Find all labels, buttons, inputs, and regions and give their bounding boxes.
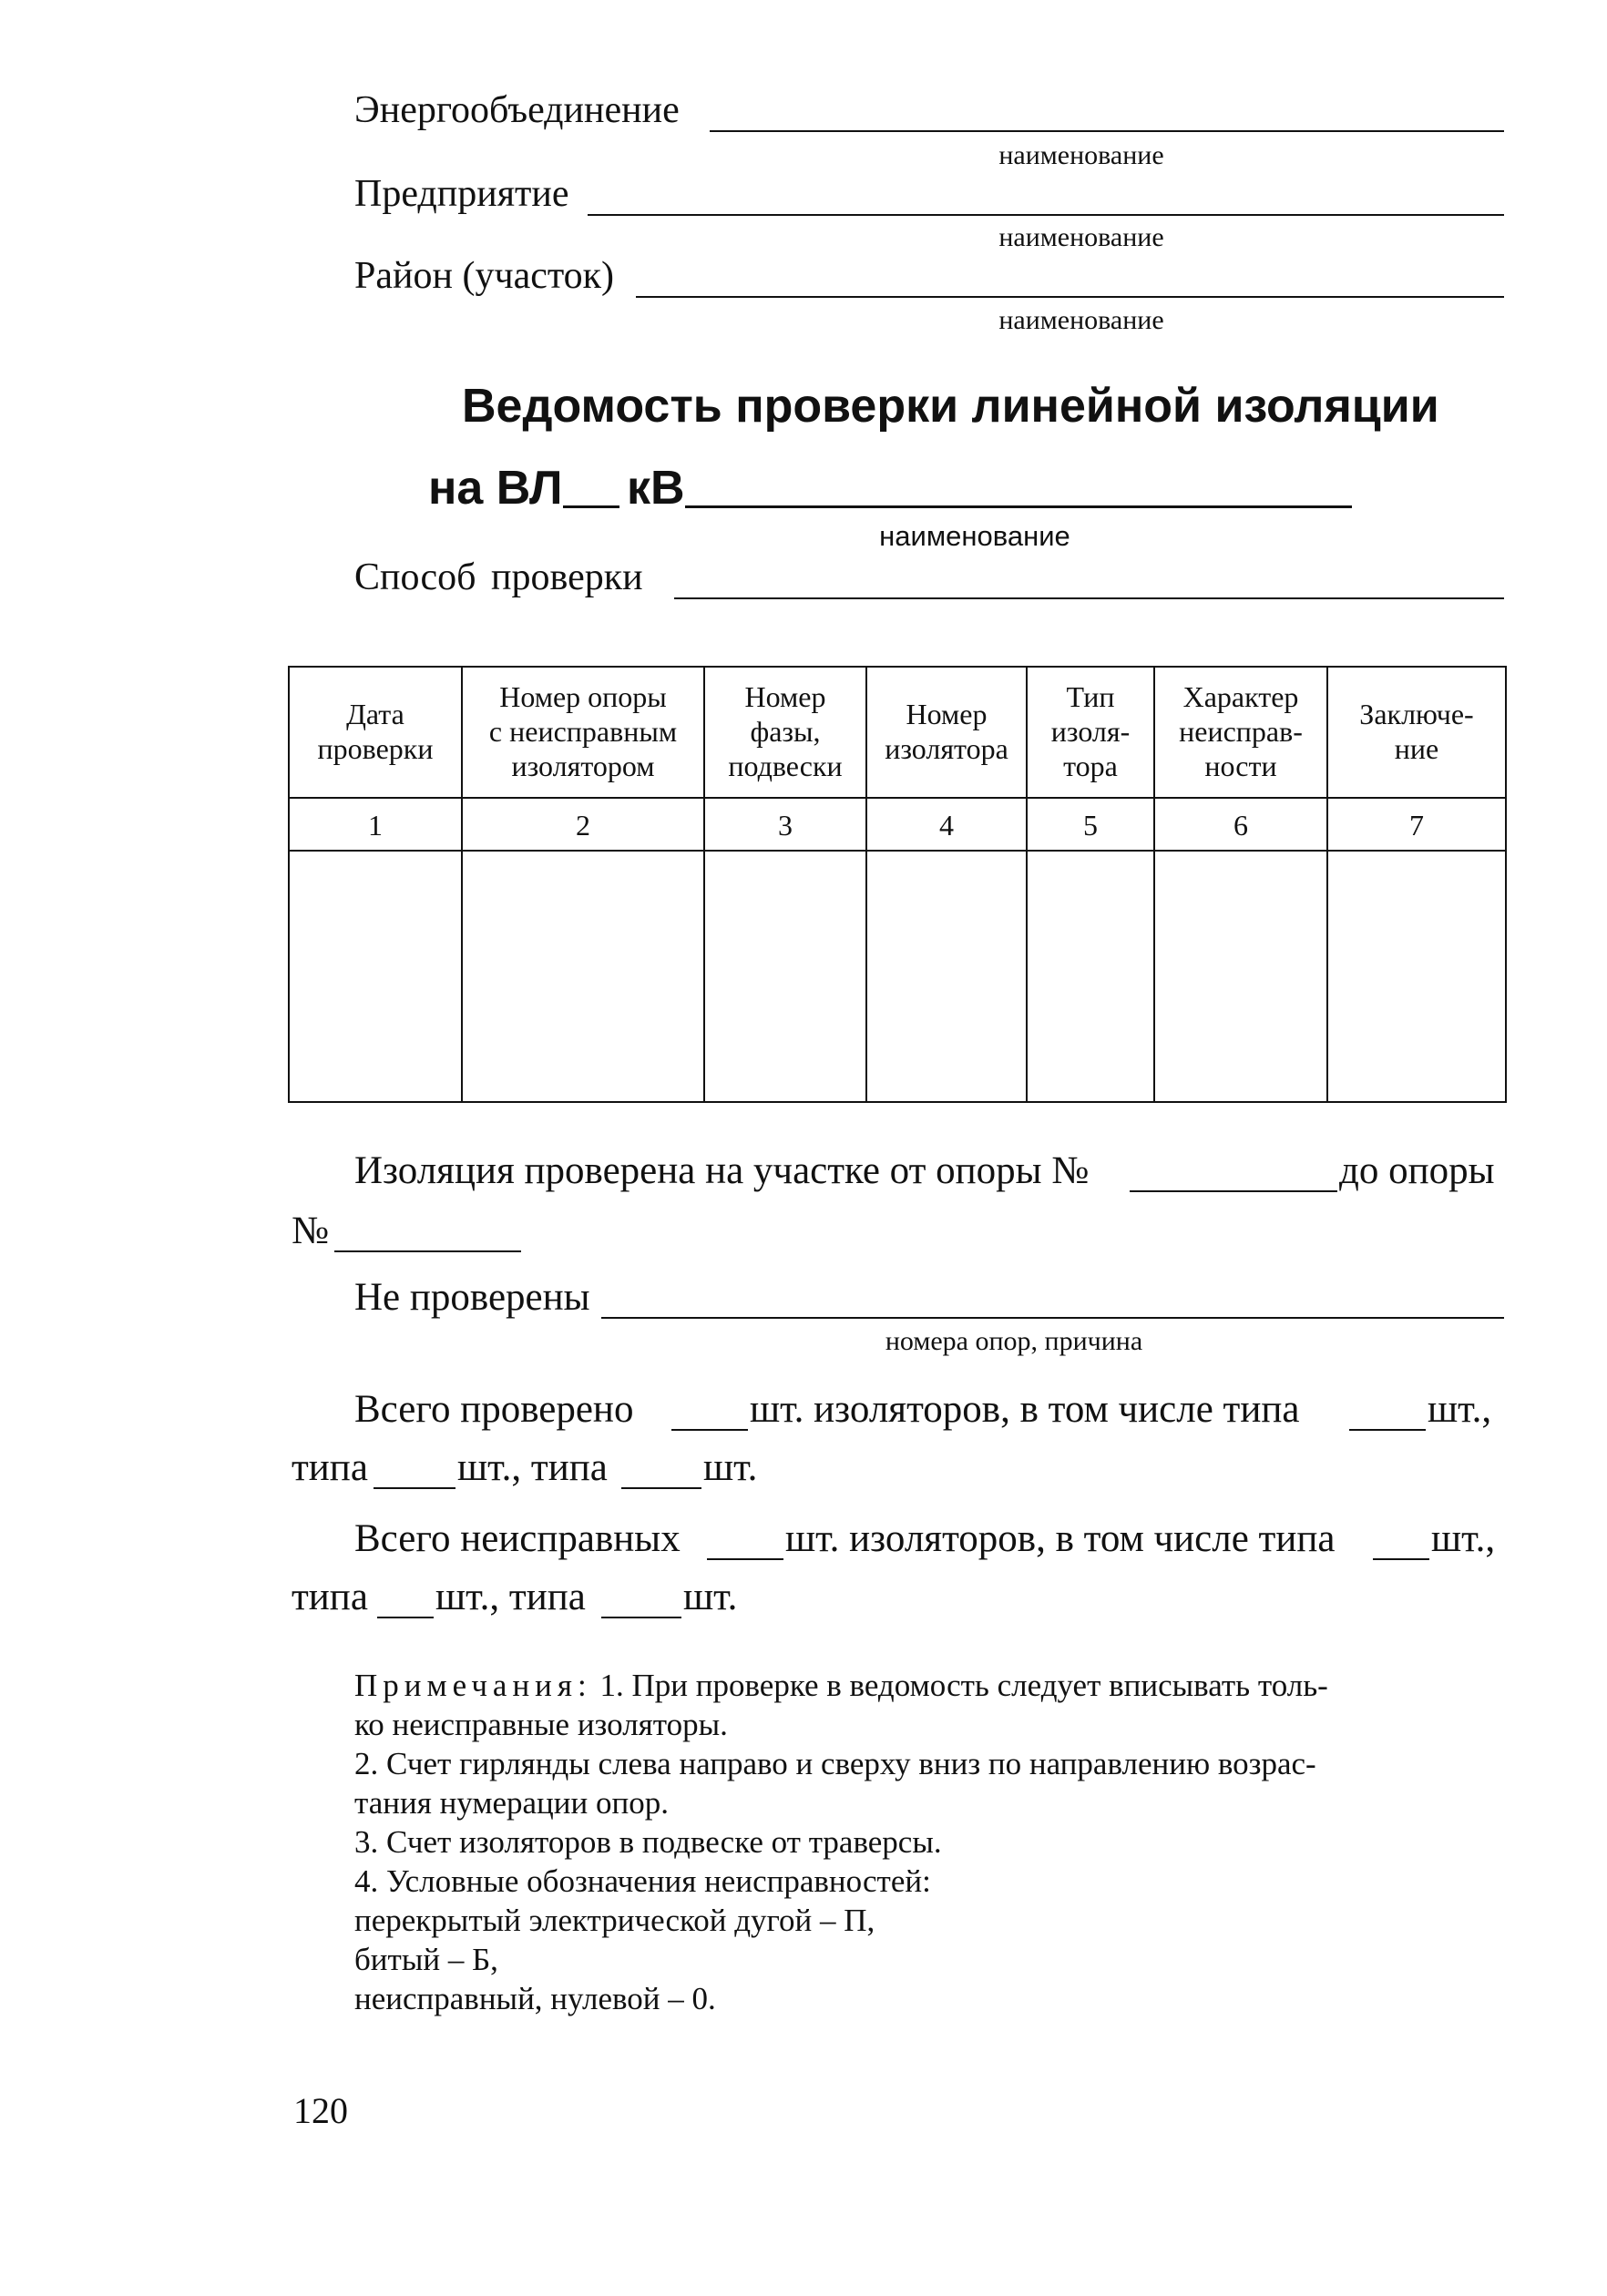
- title-line-unit: кВ: [627, 462, 685, 515]
- total-faulty-units-1: шт.,: [1431, 1517, 1496, 1560]
- total-checked-type-label: типа: [292, 1446, 368, 1489]
- header-insulator-number: [867, 668, 1026, 797]
- table-cell[interactable]: [867, 853, 1026, 1099]
- note-4-item-b: битый – Б,: [354, 1942, 498, 1977]
- note-2-line-1: 2. Счет гирлянды слева направо и сверху вниз по направлению возрас-: [354, 1746, 1316, 1781]
- numbers-divider: [288, 850, 1507, 852]
- checked-text-end: до опоры: [1339, 1149, 1495, 1192]
- header-fault-nature: [1155, 668, 1326, 797]
- line-name-caption: наименование: [879, 520, 1070, 552]
- column-number: 7: [1409, 808, 1424, 842]
- enterprise-field[interactable]: [588, 214, 1504, 216]
- header-pole-number: [463, 668, 703, 797]
- total-faulty-type-2-field[interactable]: [377, 1617, 434, 1618]
- total-faulty-field[interactable]: [707, 1558, 783, 1560]
- title-line-prefix: на ВЛ: [428, 462, 563, 515]
- total-checked-type-3-field[interactable]: [621, 1487, 701, 1489]
- note-1-text: 1. При проверке в ведомость следует вписывать толь-: [591, 1668, 1328, 1703]
- header-conclusion: [1328, 668, 1505, 797]
- total-faulty-mid: шт. изоляторов, в том числе типа: [785, 1517, 1336, 1560]
- not-checked-caption: номера опор, причина: [885, 1326, 1143, 1356]
- total-faulty-type-3-field[interactable]: [601, 1617, 681, 1618]
- enterprise-caption: наименование: [998, 222, 1164, 252]
- note-1-line-1: [354, 1669, 1328, 1701]
- district-caption: наименование: [998, 305, 1164, 335]
- total-checked-units-1: шт.,: [1428, 1388, 1492, 1431]
- total-checked-mid: шт. изоляторов, в том числе типа: [750, 1388, 1300, 1431]
- column-number: 4: [939, 808, 954, 842]
- table-cell[interactable]: [705, 853, 865, 1099]
- total-faulty-type-label: типа: [292, 1576, 368, 1618]
- line-name-field[interactable]: [685, 505, 1352, 508]
- header-divider: [288, 797, 1507, 799]
- header-date-text: Дата проверки: [317, 698, 434, 765]
- note-3: 3. Счет изоляторов в подвеске от траверсы.: [354, 1824, 942, 1860]
- total-checked-type-2-field[interactable]: [374, 1487, 455, 1489]
- energy-association-caption: наименование: [998, 140, 1164, 170]
- energy-association-field[interactable]: [710, 130, 1504, 132]
- total-faulty-start: Всего неисправных: [354, 1517, 681, 1560]
- header-insulator-number-text: Номер изолятора: [885, 698, 1008, 765]
- table-cell[interactable]: [1155, 853, 1326, 1099]
- checked-text-number-sign: №: [292, 1209, 330, 1252]
- column-number: 2: [576, 808, 590, 842]
- not-checked-label: Не проверены: [354, 1276, 590, 1319]
- to-pole-field[interactable]: [334, 1250, 521, 1252]
- method-field[interactable]: [674, 597, 1504, 599]
- header-insulator-type-text: Тип изоля- тора: [1050, 680, 1131, 782]
- page-number: 120: [293, 2090, 348, 2131]
- from-pole-field[interactable]: [1130, 1190, 1337, 1192]
- column-number: 3: [778, 808, 793, 842]
- note-1-line-2: ко неисправные изоляторы.: [354, 1707, 728, 1742]
- note-4-item-0: неисправный, нулевой – 0.: [354, 1981, 716, 2016]
- total-checked-start: Всего проверено: [354, 1388, 634, 1431]
- header-phase-number: [705, 668, 865, 797]
- total-faulty-type-1-field[interactable]: [1373, 1558, 1429, 1560]
- header-insulator-type: [1028, 668, 1153, 797]
- column-number: 6: [1233, 808, 1248, 842]
- header-fault-nature-text: Характер неисправ- ности: [1179, 680, 1303, 782]
- total-checked-units-3: шт.: [703, 1446, 758, 1489]
- header-conclusion-text: Заключе- ние: [1359, 698, 1474, 765]
- note-4-item-p: перекрытый электрической дугой – П,: [354, 1903, 875, 1938]
- note-2-line-2: тания нумерации опор.: [354, 1785, 669, 1821]
- district-label: Район (участок): [354, 255, 615, 297]
- district-field[interactable]: [636, 296, 1504, 298]
- header-pole-number-text: Номер опоры с неисправным изолятором: [488, 680, 678, 782]
- table-cell[interactable]: [1328, 853, 1505, 1099]
- inspection-table: [288, 666, 1507, 1103]
- method-label: Способ проверки: [354, 556, 643, 598]
- not-checked-field[interactable]: [601, 1317, 1504, 1319]
- notes-heading: Примечания:: [354, 1668, 592, 1703]
- total-checked-units-2: шт., типа: [457, 1446, 608, 1489]
- energy-association-label: Энергообъединение: [354, 89, 680, 131]
- column-number: 5: [1083, 808, 1098, 842]
- document-title: Ведомость проверки линейной изоляции: [462, 380, 1439, 433]
- checked-text-start: Изоляция проверена на участке от опоры №: [354, 1149, 1090, 1192]
- table-cell[interactable]: [463, 853, 703, 1099]
- table-cell[interactable]: [290, 853, 461, 1099]
- enterprise-label: Предприятие: [354, 173, 569, 215]
- total-faulty-units-3: шт.: [683, 1576, 738, 1618]
- column-number: 1: [368, 808, 383, 842]
- total-faulty-units-2: шт., типа: [435, 1576, 586, 1618]
- voltage-field[interactable]: [563, 505, 619, 508]
- total-checked-type-1-field[interactable]: [1349, 1429, 1426, 1431]
- table-cell[interactable]: [1028, 853, 1153, 1099]
- total-checked-field[interactable]: [671, 1429, 748, 1431]
- note-4: 4. Условные обозначения неисправностей:: [354, 1863, 931, 1899]
- header-date: [290, 668, 461, 797]
- header-phase-number-text: Номер фазы, подвески: [728, 680, 843, 782]
